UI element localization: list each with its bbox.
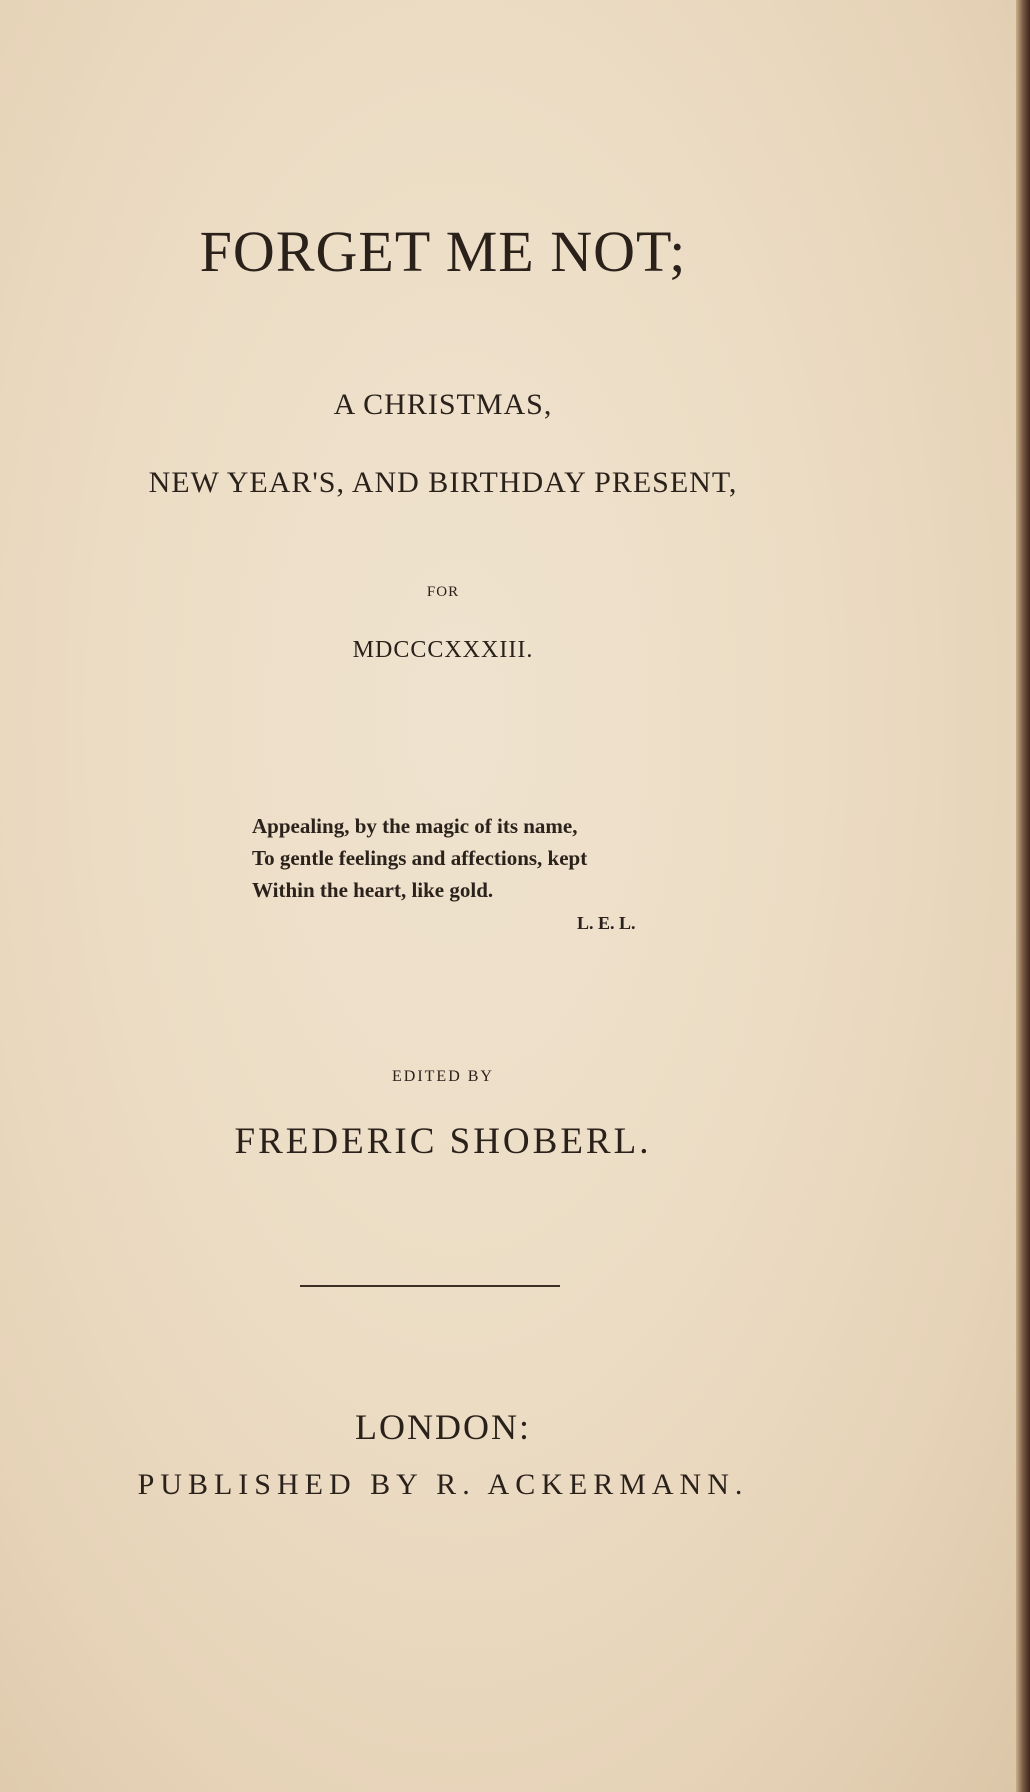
editor-name: FREDERIC SHOBERL. — [234, 1121, 652, 1162]
subtitle-line-2: NEW YEAR'S, AND BIRTHDAY PRESENT, — [148, 466, 738, 499]
year: MDCCCXXXIII. — [352, 637, 534, 663]
epigraph-line: Appealing, by the magic of its name, — [252, 814, 578, 838]
imprint-city: LONDON: — [355, 1407, 531, 1447]
page-edge — [1016, 0, 1030, 1792]
for-label: FOR — [426, 584, 460, 600]
epigraph-line: Within the heart, like gold. — [252, 878, 494, 902]
imprint-publisher: PUBLISHED BY R. ACKERMANN. — [137, 1468, 749, 1501]
epigraph — [252, 810, 587, 906]
edited-by-label: EDITED BY — [392, 1068, 494, 1085]
divider-rule — [300, 1285, 560, 1287]
epigraph-attribution: L. E. L. — [577, 913, 636, 933]
epigraph-line: To gentle feelings and affections, kept — [252, 846, 588, 870]
book-title: FORGET ME NOT; — [199, 219, 687, 284]
subtitle-line-1: A CHRISTMAS, — [333, 388, 553, 421]
